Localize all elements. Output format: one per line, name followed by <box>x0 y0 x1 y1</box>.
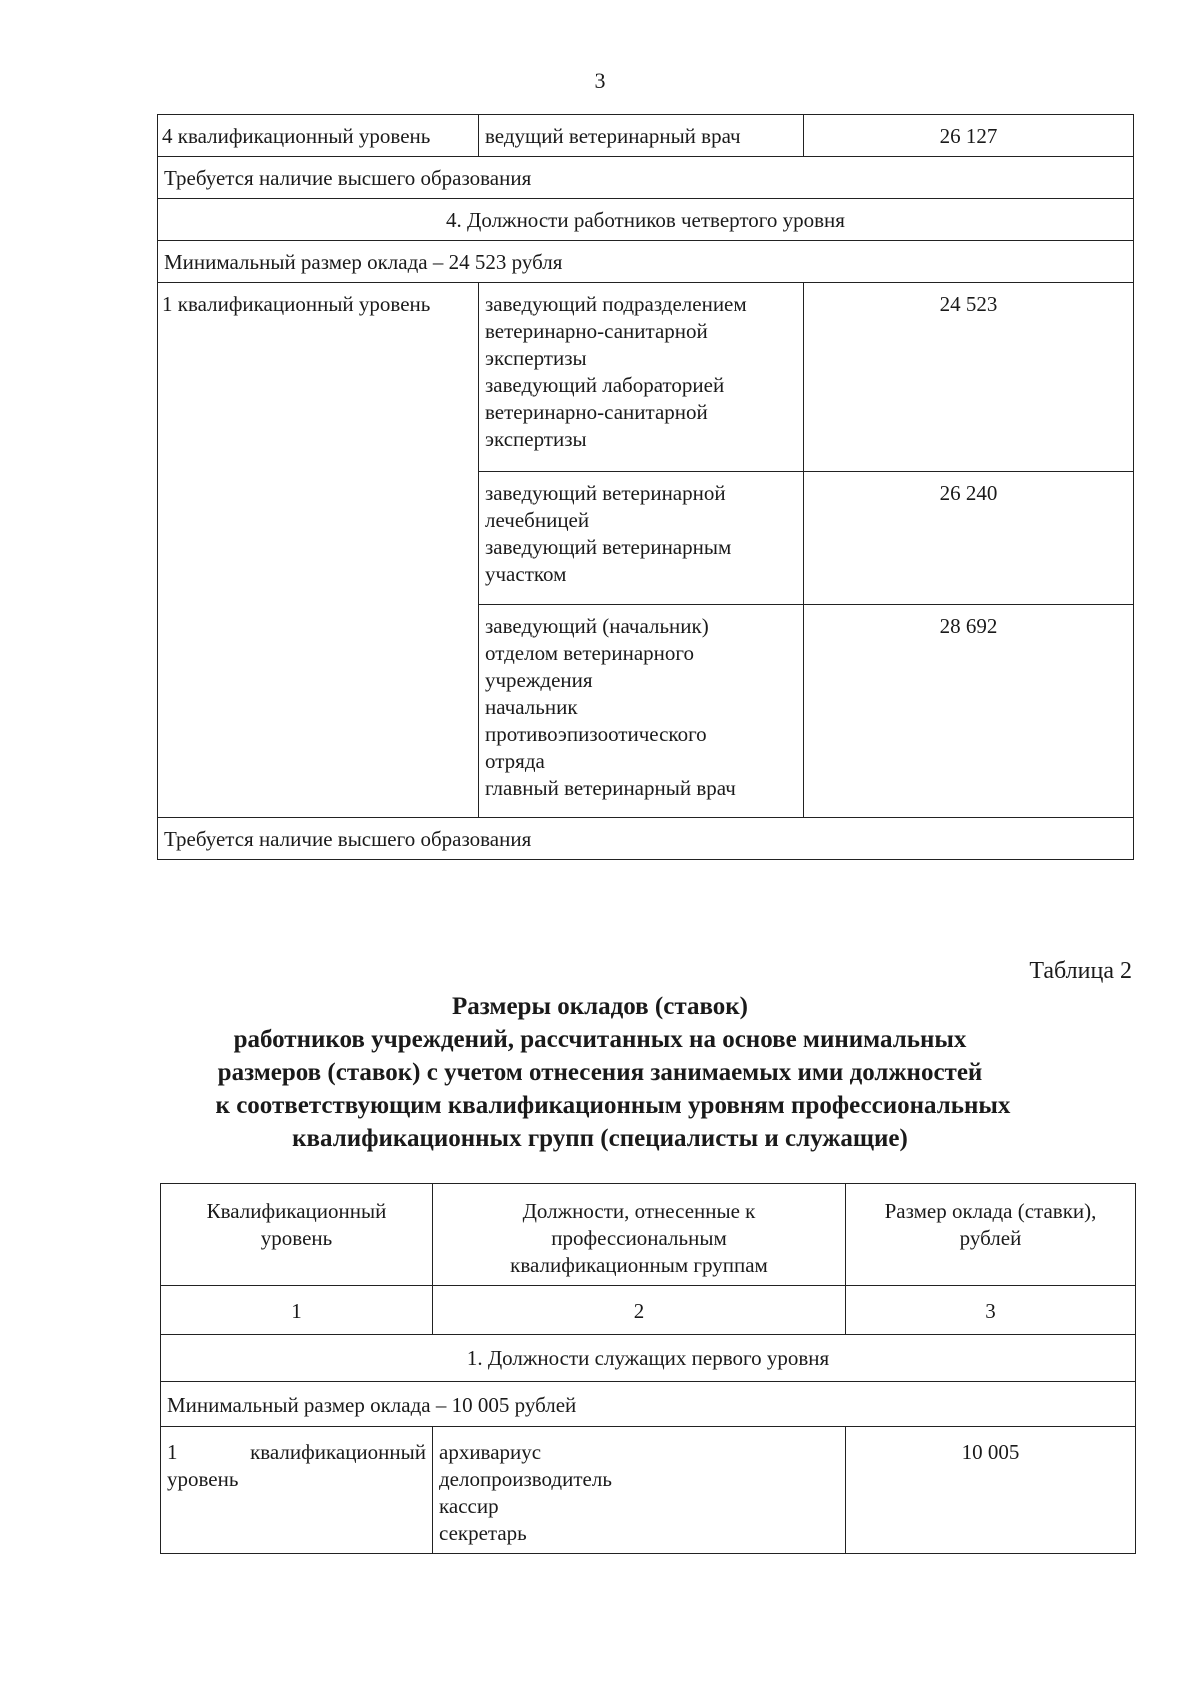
table-row <box>158 115 1134 157</box>
section-title: 1. Должности служащих первого уровня <box>161 1335 1136 1382</box>
position-line: экспертизы <box>485 427 587 451</box>
position-line: начальник <box>485 695 578 719</box>
position-line: участком <box>485 562 567 586</box>
table-row <box>158 199 1134 241</box>
table-row <box>161 1427 1136 1554</box>
table-row <box>158 157 1134 199</box>
header-line: рублей <box>959 1226 1022 1250</box>
position-line: ветеринарно-санитарной <box>485 400 708 424</box>
header-line: профессиональным <box>551 1226 727 1250</box>
level-cell <box>161 1427 433 1554</box>
position-cell <box>479 472 804 605</box>
table-row <box>161 1335 1136 1382</box>
position-cell <box>433 1427 846 1554</box>
position-line: противоэпизоотического <box>485 722 707 746</box>
position-line: кассир <box>439 1494 499 1518</box>
table-row <box>158 283 1134 472</box>
column-header <box>161 1184 433 1286</box>
position-line: учреждения <box>485 668 593 692</box>
requirement-note: Требуется наличие высшего образования <box>158 818 1134 860</box>
heading-line: квалификационных групп (специалисты и служащие) <box>292 1125 908 1152</box>
position-line: делопроизводитель <box>439 1467 612 1491</box>
column-header <box>846 1184 1136 1286</box>
position-line: заведующий лабораторией <box>485 373 725 397</box>
section-title: 4. Должности работников четвертого уровня <box>158 199 1134 241</box>
header-line: Квалификационный <box>206 1199 387 1223</box>
table-heading <box>0 990 1200 1155</box>
table-row <box>161 1382 1136 1427</box>
heading-line: к соответствующим квалификационным уровням профессиональных <box>215 1092 1011 1119</box>
level-word: уровень <box>167 1467 239 1491</box>
position-line: лечебницей <box>485 508 590 532</box>
position-line: секретарь <box>439 1521 527 1545</box>
position-line: заведующий (начальник) <box>485 614 709 638</box>
column-number: 1 <box>161 1286 433 1335</box>
table-header-row <box>161 1184 1136 1286</box>
salary-cell: 24 523 <box>804 283 1134 472</box>
salary-cell: 26 240 <box>804 472 1134 605</box>
header-line: Размер оклада (ставки), <box>884 1199 1097 1223</box>
heading-line: работников учреждений, рассчитанных на основе минимальных <box>233 1026 967 1053</box>
level-number: 1 <box>167 1440 178 1464</box>
position-line: ветеринарно-санитарной <box>485 319 708 343</box>
column-number: 3 <box>846 1286 1136 1335</box>
position-line: заведующий ветеринарной <box>485 481 726 505</box>
salary-table-continued <box>157 114 1134 860</box>
minimum-salary-note: Минимальный размер оклада – 10 005 рублей <box>161 1382 1136 1427</box>
page-number: 3 <box>594 68 606 93</box>
position-line: отряда <box>485 749 545 773</box>
position-cell: ведущий ветеринарный врач <box>479 115 804 157</box>
position-line: заведующий ветеринарным <box>485 535 732 559</box>
table-caption: Таблица 2 <box>1029 958 1132 984</box>
column-header <box>433 1184 846 1286</box>
header-line: Должности, отнесенные к <box>522 1199 756 1223</box>
salary-table-2 <box>160 1183 1136 1554</box>
requirement-note: Требуется наличие высшего образования <box>158 157 1134 199</box>
salary-cell: 10 005 <box>846 1427 1136 1554</box>
level-cell: 4 квалификационный уровень <box>158 115 479 157</box>
table-row <box>158 818 1134 860</box>
header-line: квалификационным группам <box>510 1253 768 1277</box>
position-cell <box>479 605 804 818</box>
position-cell <box>479 283 804 472</box>
column-number-row <box>161 1286 1136 1335</box>
salary-cell: 26 127 <box>804 115 1134 157</box>
salary-cell: 28 692 <box>804 605 1134 818</box>
position-line: заведующий подразделением <box>485 292 747 316</box>
column-number: 2 <box>433 1286 846 1335</box>
minimum-salary-note: Минимальный размер оклада – 24 523 рубля <box>158 241 1134 283</box>
position-line: архивариус <box>439 1440 542 1464</box>
level-word: квалификационный <box>250 1440 426 1464</box>
heading-line: размеров (ставок) с учетом отнесения занимаемых ими должностей <box>217 1059 983 1086</box>
position-line: главный ветеринарный врач <box>485 776 736 800</box>
table-row <box>158 241 1134 283</box>
position-line: экспертизы <box>485 346 587 370</box>
header-line: уровень <box>260 1226 333 1250</box>
level-cell: 1 квалификационный уровень <box>158 283 479 818</box>
position-line: отделом ветеринарного <box>485 641 694 665</box>
heading-line: Размеры окладов (ставок) <box>451 993 749 1020</box>
